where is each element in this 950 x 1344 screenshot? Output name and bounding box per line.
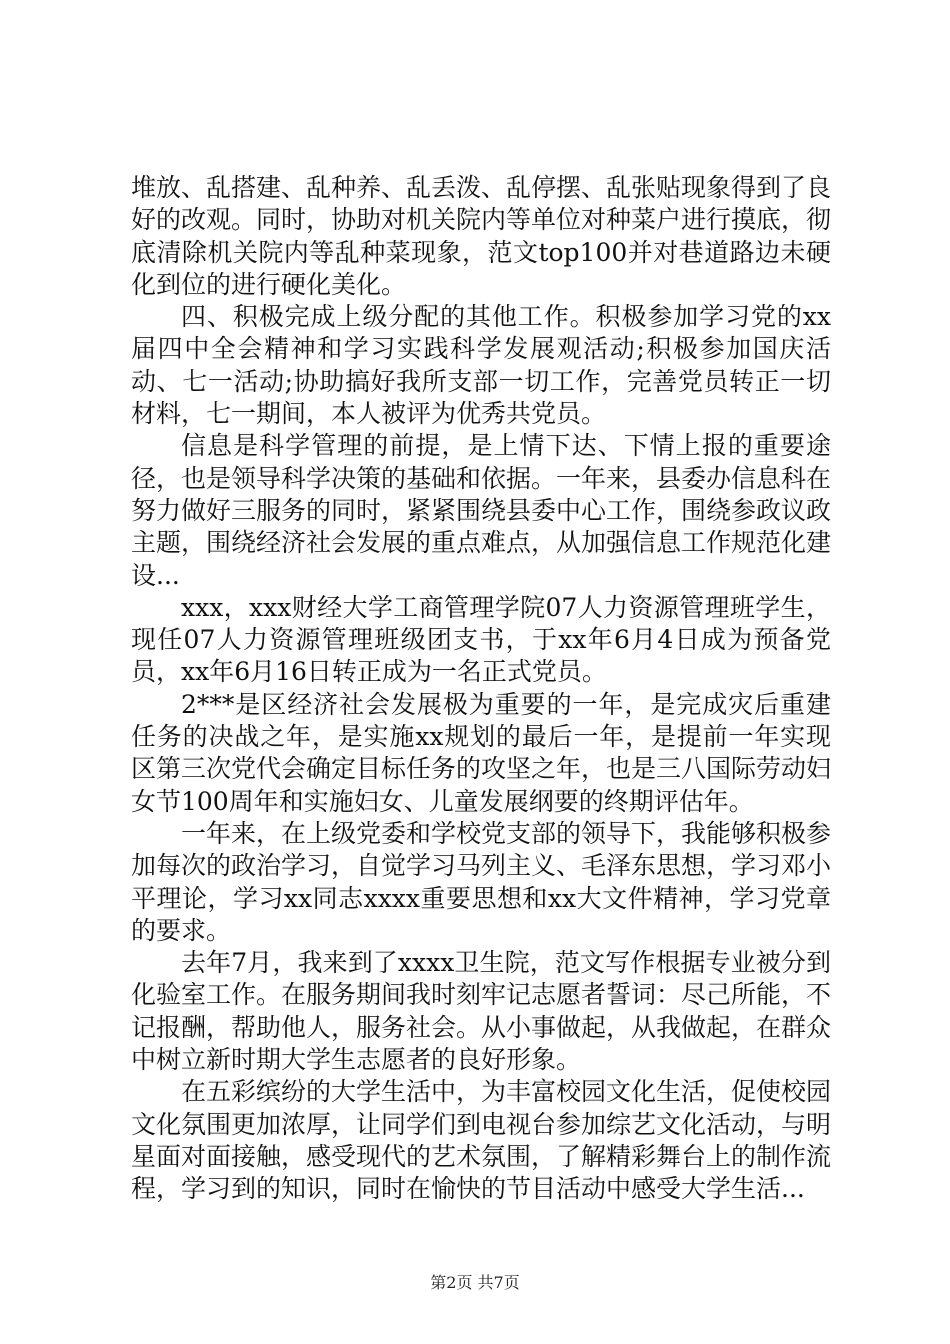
paragraph-1: 堆放、乱搭建、乱种养、乱丢泼、乱停摆、乱张贴现象得到了良好的改观。同时，协助对机关院内等单位对种菜户进行摸底，彻底清除机关院内等乱种菜现象，范文top100并对巷道路边未硬化到位的进行硬化美化。 — [131, 173, 832, 299]
paragraph-2: 四、积极完成上级分配的其他工作。积极参加学习党的xx届四中全会精神和学习实践科学发展观活动;积极参加国庆活动、七一活动;协助搞好我所支部一切工作，完善党员转正一切材料，七一期间，本人被评为优秀共党员。 — [131, 302, 831, 429]
document-body — [131, 172, 831, 1206]
paragraph-7: 去年7月，我来到了xxxx卫生院，范文写作根据专业被分到化验室工作。在服务期间我时刻牢记志愿者誓词：尽己所能，不记报酬，帮助他人，服务社会。从小事做起，从我做起，在群众中树立新时期大学生志愿者的良好形象。 — [131, 948, 832, 1075]
paragraph-3: 信息是科学管理的前提，是上情下达、下情上报的重要途径，也是领导科学决策的基础和依据。一年来，县委办信息科在努力做好三服务的同时，紧紧围绕县委中心工作，围绕参政议政主题，围绕经济社会发展的重点难点，从加强信息工作规范化建设... — [131, 431, 832, 590]
paragraph-8: 在五彩缤纷的大学生活中，为丰富校园文化生活，促使校园文化氛围更加浓厚，让同学们到电视台参加综艺文化活动，与明星面对面接触，感受现代的艺术氛围，了解精彩舞台上的制作流程，学习到的知识，同时在愉快的节目活动中感受大学生活... — [131, 1077, 832, 1204]
paragraph-5: 2***是区经济社会发展极为重要的一年，是完成灾后重建任务的决战之年，是实施xx规划的最后一年，是提前一年实现区第三次党代会确定目标任务的攻坚之年，也是三八国际劳动妇女节100周年和实施妇女、儿童发展纲要的终期评估年。 — [131, 689, 832, 816]
paragraph-4: xxx，xxx财经大学工商管理学院07人力资源管理班学生，现任07人力资源管理班级团支书，于xx年6月4日成为预备党员，xx年6月16日转正成为一名正式党员。 — [131, 592, 831, 687]
paragraph-6: 一年来，在上级党委和学校党支部的领导下，我能够积极参加每次的政治学习，自觉学习马列主义、毛泽东思想，学习邓小平理论，学习xx同志xxxx重要思想和xx大文件精神，学习党章的要求。 — [131, 818, 832, 945]
page-footer: 第2页 共7页 — [430, 1273, 520, 1292]
